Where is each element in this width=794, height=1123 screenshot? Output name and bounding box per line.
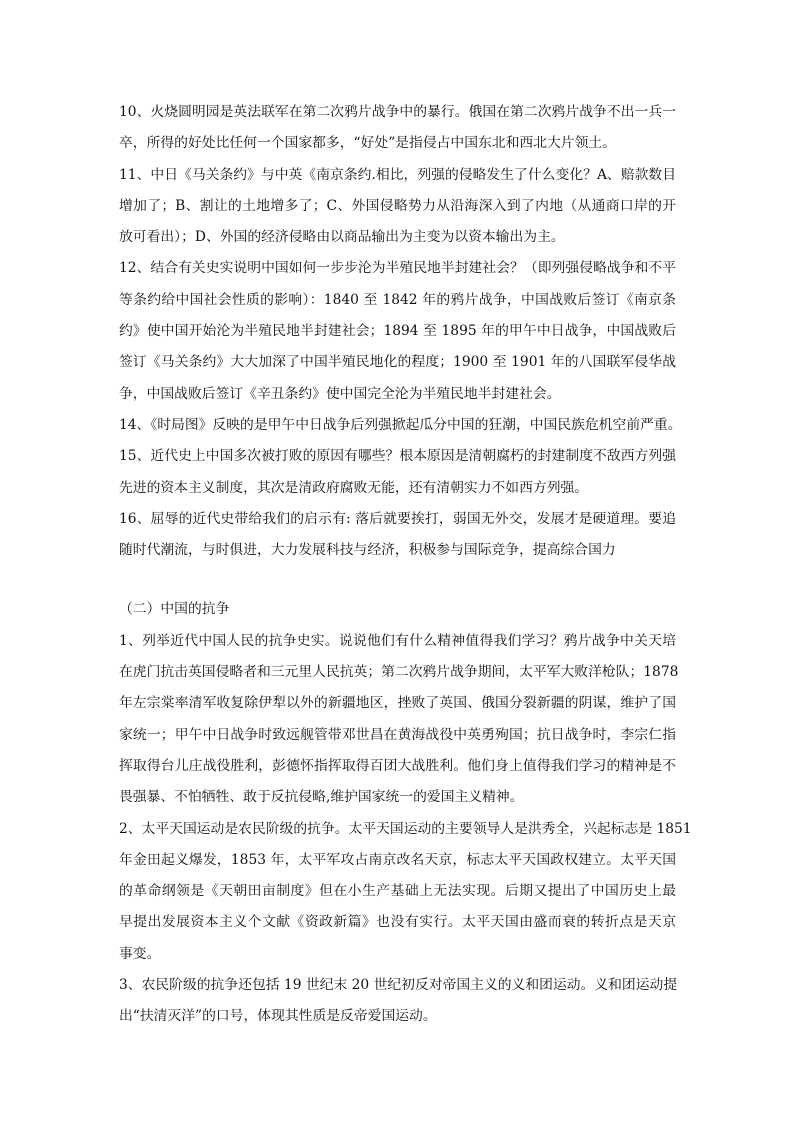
text-line: 14、《时局图》反映的是甲午中日战争后列强掀起瓜分中国的狂潮，中国民族危机空前严重。: [119, 416, 682, 433]
paragraph-11: [119, 160, 676, 254]
text-line: 签订《马关条约》大大加深了中国半殖民地化的程度；1900 至 1901 年的八国联军侵华战: [119, 354, 676, 371]
section-heading: [119, 594, 676, 625]
paragraph-15: [119, 441, 676, 504]
text-line: 15、近代史上中国多次被打败的原因有哪些？根本原因是清朝腐朽的封建制度不敌西方列强: [119, 448, 676, 465]
text-line: 1、列举近代中国人民的抗争史实。说说他们有什么精神值得我们学习？鸦片战争中关天培: [119, 632, 676, 649]
paragraph-14: [119, 410, 682, 441]
text-line: 家统一；甲午中日战争时致远舰管带邓世昌在黄海战役中英勇殉国；抗日战争时，李宗仁指: [119, 726, 676, 743]
text-line: 卒，所得的好处比任何一个国家都多，“好处”是指侵占中国东北和西北大片领土。: [119, 135, 616, 152]
section-part-1: [119, 97, 682, 566]
text-line: 年左宗棠率清军收复除伊犁以外的新疆地区，挫败了英国、俄国分裂新疆的阴谋，维护了国: [119, 695, 676, 712]
text-line: 10、火烧圆明园是英法联军在第二次鸦片战争中的暴行。俄国在第二次鸦片战争不出一兵一: [119, 104, 676, 120]
text-line: 3、农民阶级的抗争还包括 19 世纪末 20 世纪初反对帝国主义的义和团运动。义和团运动提: [119, 977, 678, 994]
text-line: 年金田起义爆发，1853 年，太平军攻占南京改名天京，标志太平天国政权建立。太平天国: [119, 851, 676, 868]
text-line: 12、结合有关史实说明中国如何一步步沦为半殖民地半封建社会？（即列强侵略战争和不平: [119, 260, 676, 277]
document-body: [119, 97, 692, 1033]
paragraph-12: [119, 253, 676, 409]
text-line: 争，中国战败后签订《辛丑条约》使中国完全沦为半殖民地半封建社会。: [119, 385, 561, 402]
text-line: 先进的资本主义制度，其次是清政府腐败无能，还有清朝实力不如西方列强。: [119, 479, 589, 496]
paragraph-10: [119, 97, 676, 160]
text-line: 2、太平天国运动是农民阶级的抗争。太平天国运动的主要领导人是洪秀全，兴起标志是 1851: [119, 820, 692, 837]
text-line: 11、中日《马关条约》与中英《南京条约.相比，列强的侵略发生了什么变化？A、赔款数目: [119, 166, 676, 183]
text-line: 在虎门抗击英国侵略者和三元里人民抗英；第二次鸦片战争期间，太平军大败洋枪队；1878: [119, 664, 679, 681]
text-line: 增加了；B、割让的土地增多了；C、外国侵略势力从沿海深入到了内地（从通商口岸的开: [119, 197, 676, 214]
paragraph-2: [119, 814, 692, 970]
text-line: 16、屈辱的近代史带给我们的启示有: 落后就要挨打，弱国无外交，发展才是硬道理。要追: [119, 510, 676, 527]
section-heading-text: （二）中国的抗争: [119, 601, 230, 618]
text-line: 出“扶清灭洋”的口号，体现其性质是反帝爱国运动。: [119, 1008, 437, 1025]
paragraph-1: [119, 626, 679, 814]
text-line: 事变。: [119, 945, 161, 962]
text-line: 随时代潮流，与时俱进，大力发展科技与经济，积极参与国际竞争，提高综合国力: [119, 542, 616, 559]
section-part-2: [119, 594, 692, 1032]
text-line: 畏强暴、不怕牺牲、敢于反抗侵略,维护国家统一的爱国主义精神。: [119, 789, 524, 806]
text-line: 约》使中国开始沦为半殖民地半封建社会；1894 至 1895 年的甲午中日战争，中国战败后: [119, 323, 676, 340]
text-line: 等条约给中国社会性质的影响）：1840 至 1842 年的鸦片战争，中国战败后签订《南京条: [119, 291, 676, 308]
text-line: 早提出发展资本主义个文献《资政新篇》也没有实行。太平天国由盛而衰的转折点是天京: [119, 914, 676, 931]
text-line: 挥取得台儿庄战役胜利，彭德怀指挥取得百团大战胜利。他们身上值得我们学习的精神是不: [119, 757, 676, 774]
paragraph-16: [119, 504, 676, 567]
text-line: 的革命纲领是《天朝田亩制度》但在小生产基础上无法实现。后期又提出了中国历史上最: [119, 883, 676, 900]
text-line: 放可看出）；D、外国的经济侵略由以商品输出为主变为以资本输出为主。: [119, 229, 565, 246]
paragraph-3: [119, 970, 676, 1033]
